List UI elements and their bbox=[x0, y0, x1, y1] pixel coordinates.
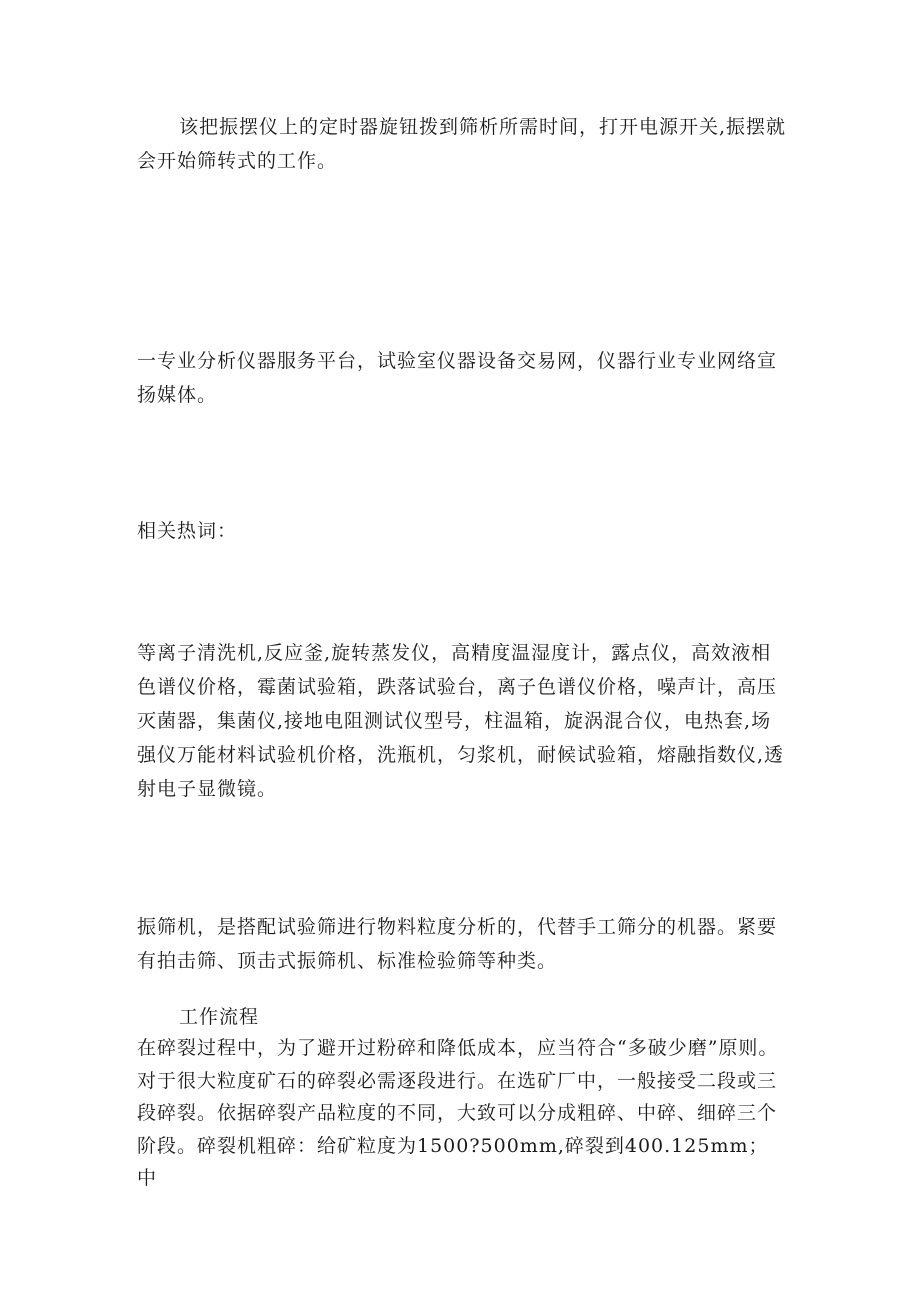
paragraph-related-keywords-list: 等离子清洗机,反应釜,旋转蒸发仪，高精度温湿度计，露点仪，高效液相色谱仪价格，霉菌试验箱，跌落试验台，离子色谱仪价格，噪声计，高压灭菌器，集菌仪,接地电阻测试仪型号，柱温箱，旋涡混合仪，电热套,场强仪万能材料试验机价格，洗瓶机，匀浆机，耐候试验箱，熔融指数仪,透射电子显微镜。 bbox=[137, 642, 785, 800]
paragraph-related-keywords-label: 相关热词： bbox=[137, 520, 238, 542]
paragraph-sieve-machine-intro: 振筛机，是搭配试验筛进行物料粒度分析的，代替手工筛分的机器。紧要有拍击筛、顶击式振筛机、标准检验筛等种类。 bbox=[137, 916, 778, 972]
paragraph-vibration-operation: 该把振摆仪上的定时器旋钮拨到筛析所需时间，打开电源开关,振摆就会开始筛转式的工作。 bbox=[137, 116, 787, 172]
paragraph-platform-intro: 一专业分析仪器服务平台，试验室仪器设备交易网，仪器行业专业网络宣扬媒体。 bbox=[137, 350, 778, 406]
paragraph-crushing-process: 在碎裂过程中，为了避开过粉碎和降低成本，应当符合“多破少磨”原则。对于很大粒度矿石的碎裂必需逐段进行。在选矿厂中，一般接受二段或三段碎裂。依据碎裂产品粒度的不同，大致可以分成粗碎、中碎、细碎三个阶段。碎裂机粗碎：给矿粒度为1500?500mm,碎裂到400.125mm；中 bbox=[137, 1037, 779, 1189]
section-heading-workflow: 工作流程 bbox=[179, 1006, 260, 1028]
